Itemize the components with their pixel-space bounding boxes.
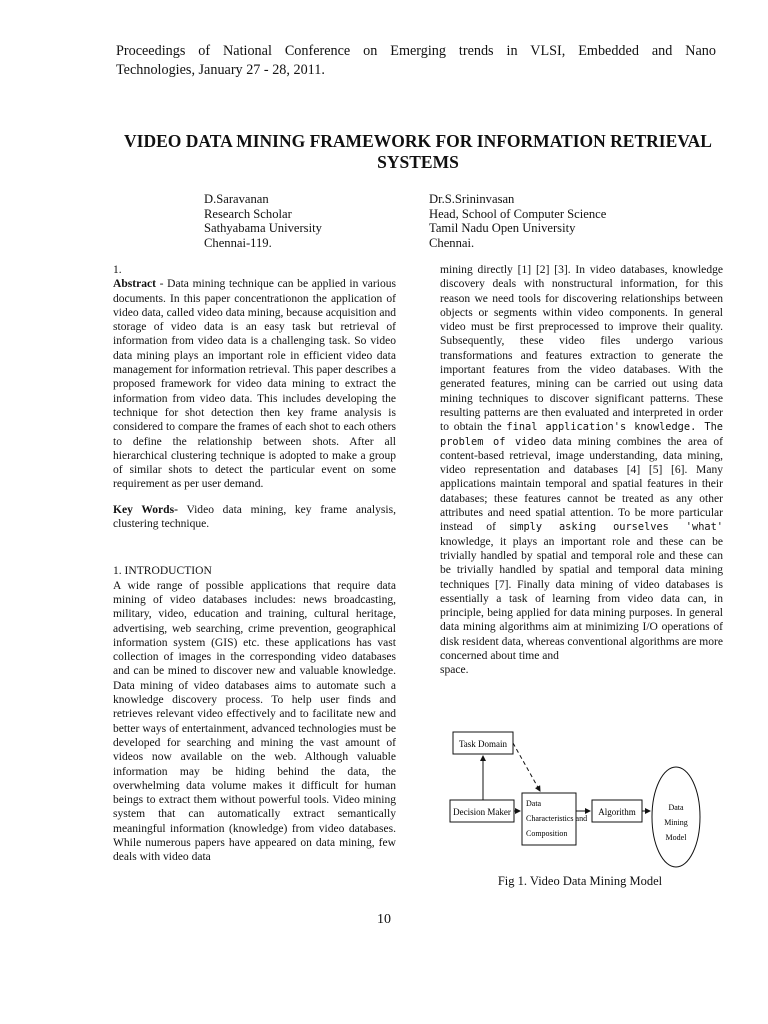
data-char-line-1: Data	[526, 799, 542, 808]
data-char-line-3: Composition	[526, 829, 568, 838]
model-line-1: Data	[668, 803, 684, 812]
author-2-org: Tamil Nadu Open University	[429, 221, 576, 236]
paper-title	[100, 131, 736, 173]
author-2-role: Head, School of Computer Science	[429, 206, 607, 221]
author-2	[429, 192, 606, 250]
data-char-line-2: Characteristics and	[526, 814, 588, 823]
conference-header	[116, 42, 716, 80]
abstract-paragraph	[113, 277, 396, 491]
author-1-name: D.Saravanan	[204, 192, 269, 206]
intro-paragraph: A wide range of possible applications that require data mining of video databases includes: news broadcasting, military, video, education and training, cultural heritage, advertising, web searching, crime prevention, geographical information system (GIS) etc. these applications has vast collection of images in the corresponding video databases and can be mined to discover new and valuable knowledge. Data mining of video databases aims to automate such a knowledge discovery process. To help user finds and retrieves relevant video effectively and to facilitate new and better ways of entertainment, advanced technologies must be developed for searching and mining the vast amount of videos now available on the web. Although valuable information may be hiding behind the data, the overwhelming data volume makes it difficult for human beings to extract them without powerful tools. Video mining system that can automatically extract semantically meaningful information (knowledge) from video databases. While numerous papers have appeared on data mining, few deals with video data	[113, 579, 396, 864]
right-text-b: data mining combines the area of content-based retrieval, image understanding, data mining, video representation and databases [4] [5] [6]. Many applications maintain temporal and spatial features in their databases; these features cannot be treated as any other attributes and need spatial attention. To be more particular instead of si	[440, 435, 723, 534]
page-number: 10	[377, 912, 391, 927]
task-domain-label: Task Domain	[458, 739, 508, 749]
left-column	[113, 263, 396, 865]
author-1-role: Research Scholar	[204, 206, 292, 221]
intro-heading: 1. INTRODUCTION	[113, 565, 212, 578]
right-column	[440, 263, 723, 678]
header-line-1: Proceedings of National Conference on Emerging trends in VLSI, Embedded and Nano	[116, 43, 716, 59]
title-line-2: SYSTEMS	[377, 152, 459, 172]
author-2-name: Dr.S.Srininvasan	[429, 192, 515, 206]
right-mono-b: mply asking ourselves 'what'	[517, 521, 723, 534]
abstract-text: - Data mining technique can be applied in various documents. In this paper concentrationon the application of video data, called video data mining, because acquisition and storage of video data is an easy task but retrieval of information from video data is a challenging task. So video data mining plays an important role in efficient video data management for information retrieval. This paper describes a proposed framework for video data mining to extract the information from video data. This includes developing the technique for shot detection then key frame analysis is considered to compare the frames of each shot to each others to define the relationship between shots. After all hierarchical clustering technique is adopted to make a group of similar shots to detect the particular event on some requirement as per user demand.	[113, 278, 396, 491]
task-to-data-dashed-arrow	[513, 743, 540, 791]
right-text-a: mining directly [1] [2] [3]. In video databases, knowledge discovery deals with nonstructural information, for this reason we need tools for discovering relationships between objects or segments within video components. In general video must be first preprocessed to improve their quality. Subsequently, these video files undergo various transformations and features extraction to generate the important features from the video databases. With the generated features, mining can be carried out using data mining techniques to discover significant patterns. These resulting patterns are then evaluated and interpreted in order to obtain the	[440, 264, 723, 434]
data-mining-model-ellipse	[652, 767, 700, 867]
right-text-c: knowledge, it plays an important role and these can be trivially handled by spatial and temporal role and these can be trivially handled by spatial and temporal data mining techniques [7]. Finally data mining of video databases is essentially a task of learning from video data can, in principle, being applied for data mining purposes. In general data mining algorithms aim at minimizing I/O operations of disk resident data, whereas conventional algorithms are more concerned about time and	[440, 535, 723, 663]
right-paragraph	[440, 263, 723, 663]
author-2-city: Chennai.	[429, 235, 475, 250]
video-data-mining-diagram	[436, 722, 736, 870]
keywords-paragraph	[113, 503, 396, 532]
keywords-label: Key Words-	[113, 503, 178, 516]
author-1-city: Chennai-119.	[204, 235, 272, 250]
decision-maker-label: Decision Maker	[453, 807, 511, 817]
algorithm-label: Algorithm	[598, 807, 636, 817]
keywords-text: Video data mining, key frame analysis, clustering technique.	[113, 503, 396, 531]
section-number: 1.	[113, 264, 122, 276]
figure-caption: Fig 1. Video Data Mining Model	[497, 874, 663, 888]
right-text-end: space.	[440, 664, 469, 677]
model-line-2: Mining	[664, 818, 688, 827]
author-1	[204, 192, 322, 250]
title-line-1: VIDEO DATA MINING FRAMEWORK FOR INFORMATION RETRIEVAL	[124, 131, 712, 151]
author-1-org: Sathyabama University	[204, 221, 322, 236]
right-mono-a: final application's knowledge. The problem of video	[440, 421, 723, 448]
abstract-label: Abstract	[113, 278, 156, 291]
model-line-3: Model	[665, 833, 687, 842]
header-line-2: Technologies, January 27 - 28, 2011.	[116, 62, 325, 78]
